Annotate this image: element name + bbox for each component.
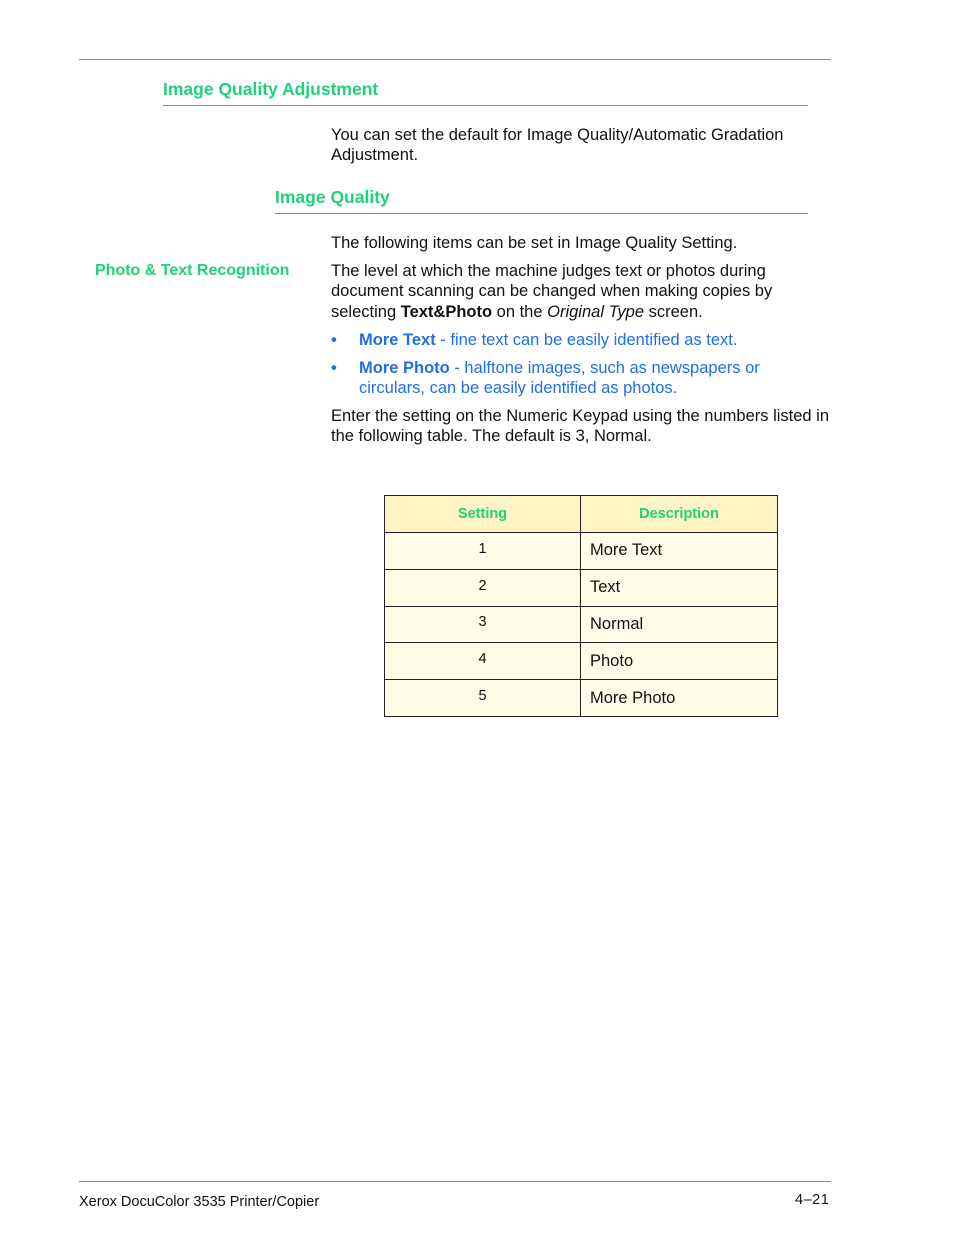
column-header-setting: Setting [385, 496, 581, 533]
footer-page-number: 4–21 [795, 1192, 830, 1208]
footer-rule [79, 1181, 831, 1182]
bullet-term: More Text [359, 331, 436, 349]
topic-side-heading: Photo & Text Recognition [95, 262, 290, 279]
description-cell: Photo [581, 643, 778, 680]
description-cell: More Text [581, 533, 778, 570]
subsection-intro: The following items can be set in Image Quality Setting. [331, 234, 738, 252]
table-header-row [385, 496, 778, 533]
description-cell: Text [581, 569, 778, 606]
settings-table [384, 495, 778, 717]
table-row [385, 680, 778, 717]
bullet-icon: • [331, 331, 337, 349]
table-row [385, 643, 778, 680]
table-row [385, 606, 778, 643]
column-header-description: Description [581, 496, 778, 533]
bullet-more-photo [331, 358, 811, 399]
topic-bold-term: Text&Photo [400, 302, 493, 321]
setting-cell: 1 [385, 533, 581, 570]
section-intro: You can set the default for Image Quality/Automatic Gradation Adjustment. [331, 126, 784, 165]
header-rule [79, 59, 831, 60]
section-heading-rule [163, 105, 808, 106]
description-cell: More Photo [581, 680, 778, 717]
topic-closing: Enter the setting on the Numeric Keypad using the numbers listed in the following table. The default is 3, Normal. [331, 407, 830, 446]
table-row [385, 533, 778, 570]
bullet-description: - halftone images, such as newspapers or circulars, can be easily identified as photos. [359, 359, 760, 398]
topic-italic-term: Original Type [547, 302, 645, 321]
table-row [385, 569, 778, 606]
bullet-more-text [331, 330, 811, 350]
topic-text-before: The level at which the machine judges text or photos during document scanning can be changed when making copies by selecting [331, 262, 773, 321]
setting-cell: 5 [385, 680, 581, 717]
setting-cell: 4 [385, 643, 581, 680]
footer-product-name: Xerox DocuColor 3535 Printer/Copier [79, 1194, 320, 1210]
setting-cell: 3 [385, 606, 581, 643]
section-heading: Image Quality Adjustment [163, 79, 379, 99]
subsection-heading-rule [275, 213, 808, 214]
bullet-term: More Photo [359, 359, 450, 377]
bullet-description: - fine text can be easily identified as text. [435, 331, 738, 349]
topic-text-middle: on the [492, 302, 548, 321]
description-cell: Normal [581, 606, 778, 643]
subsection-heading: Image Quality [275, 187, 390, 207]
topic-paragraph [331, 261, 831, 322]
bullet-icon: • [331, 359, 337, 377]
topic-text-after: screen. [644, 302, 703, 321]
setting-cell: 2 [385, 569, 581, 606]
